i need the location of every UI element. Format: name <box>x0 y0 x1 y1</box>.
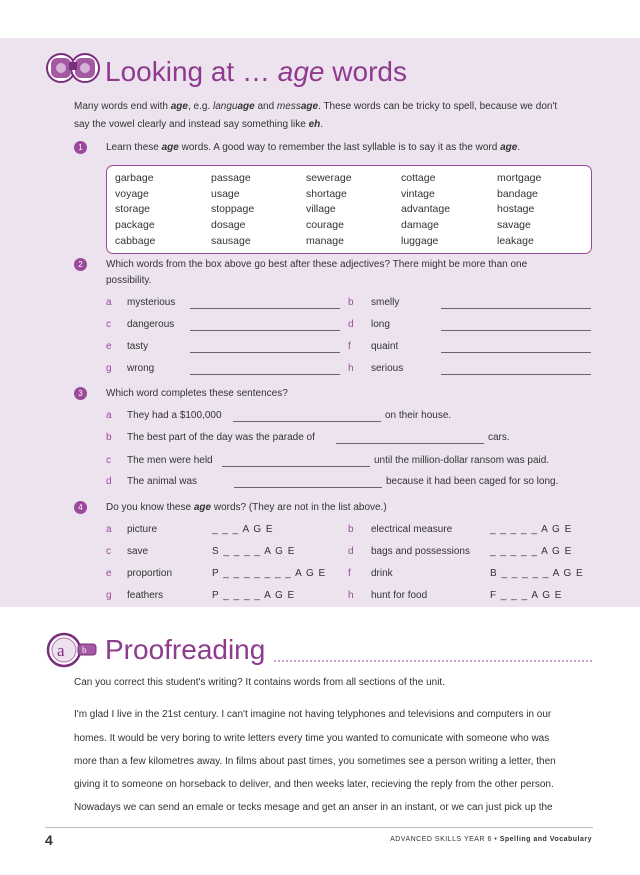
adjective: quaint <box>371 341 399 352</box>
word: vintage <box>401 187 435 200</box>
word: sausage <box>211 234 251 247</box>
item-letter: d <box>348 319 354 330</box>
answer-line[interactable] <box>234 487 382 488</box>
word-column <box>497 171 541 250</box>
passage-line: homes. It would be very boring to write letters every time you wanted to comunicate with someone who was <box>74 733 550 744</box>
word: courage <box>306 219 344 232</box>
item-letter: d <box>106 476 112 487</box>
clue: hunt for food <box>371 590 428 601</box>
word: bandage <box>497 187 538 200</box>
item-letter: e <box>106 341 112 352</box>
clue: electrical measure <box>371 524 453 535</box>
adjective: mysterious <box>127 297 176 308</box>
passage-line: I'm glad I live in the 21st century. I can't imagine not having telyphones and televisions and computers in our <box>74 709 552 720</box>
word-column <box>211 171 254 250</box>
footer-rule <box>45 827 593 828</box>
word: damage <box>401 219 439 232</box>
word: garbage <box>115 172 154 184</box>
sentence-end: because it had been caged for so long. <box>386 476 559 487</box>
answer-line[interactable] <box>222 466 370 467</box>
word-column <box>115 171 155 250</box>
question-number: 4 <box>74 501 87 514</box>
answer-line[interactable] <box>441 374 591 375</box>
word: sewerage <box>306 172 352 184</box>
word: passage <box>211 172 251 184</box>
passage-line: more than a few kilometres away. In films about past times, you sometimes see a person writing a letter, then <box>74 756 556 767</box>
word: savage <box>497 219 531 232</box>
question-2-text: Which words from the box above go best after these adjectives? There might be more than one possibility. <box>106 259 528 286</box>
word-column <box>306 171 352 250</box>
word-pattern[interactable]: P _ _ _ _ A G E <box>212 590 296 601</box>
word: voyage <box>115 187 149 200</box>
item-letter: h <box>348 590 354 601</box>
page-number: 4 <box>45 832 53 848</box>
item-letter: c <box>106 546 111 557</box>
word: luggage <box>401 234 439 247</box>
word: cabbage <box>115 234 156 247</box>
sentence-start: They had a $100,000 <box>127 410 222 421</box>
intro-text: Many words end with age, e.g. language and message. These words can be tricky to spell, because we don't say the vowel clearly and instead say something like eh. <box>74 101 558 130</box>
magnifying-glass-icon <box>42 630 100 670</box>
answer-line[interactable] <box>190 308 340 309</box>
clue: picture <box>127 524 158 535</box>
passage-line: giving it to someone on horseback to deliver, and then weeks later, recieving the reply from the other person. <box>74 779 554 790</box>
question-3-text: Which word completes these sentences? <box>106 388 288 399</box>
sentence-end: until the million-dollar ransom was paid. <box>374 455 550 466</box>
word: village <box>306 203 336 216</box>
word: usage <box>211 187 240 200</box>
word: manage <box>306 234 344 247</box>
word-pattern[interactable]: _ _ _ _ _ A G E <box>490 546 573 557</box>
item-letter: b <box>348 524 354 535</box>
word-box <box>106 165 592 254</box>
item-letter: a <box>106 410 112 421</box>
svg-text:b: b <box>82 645 87 655</box>
question-number: 2 <box>74 258 87 271</box>
word-column <box>401 171 450 250</box>
item-letter: d <box>348 546 354 557</box>
word-pattern[interactable]: S _ _ _ _ A G E <box>212 546 296 557</box>
sentence-start: The animal was <box>127 476 198 487</box>
adjective: smelly <box>371 297 400 308</box>
answer-line[interactable] <box>336 443 484 444</box>
item-letter: h <box>348 363 354 374</box>
passage-line: Nowadays we can send an emale or tecks mesage and get an anser in an instant, or we can just pick up the <box>74 802 553 813</box>
word: advantage <box>401 203 451 216</box>
clue: bags and possessions <box>371 546 470 557</box>
item-letter: e <box>106 568 112 579</box>
question-1-text: Learn these age words. A good way to remember the last syllable is to say it as the word age. <box>106 142 521 153</box>
sentence-end: on their house. <box>385 410 452 421</box>
footer-text: ADVANCED SKILLS YEAR 6 • Spelling and Vocabulary <box>390 836 592 843</box>
answer-line[interactable] <box>441 352 591 353</box>
top-margin <box>0 0 640 38</box>
question-number: 1 <box>74 141 87 154</box>
answer-line[interactable] <box>190 374 340 375</box>
sentence-start: The best part of the day was the parade of <box>127 432 315 443</box>
question-4-text: Do you know these age words? (They are not in the list above.) <box>106 502 387 513</box>
word: dosage <box>211 219 246 232</box>
question-number: 3 <box>74 387 87 400</box>
item-letter: a <box>106 524 112 535</box>
word-pattern[interactable]: _ _ _ _ _ A G E <box>490 524 573 535</box>
item-letter: a <box>106 297 112 308</box>
adjective: tasty <box>127 341 149 352</box>
word-pattern[interactable]: F _ _ _ A G E <box>490 590 563 601</box>
answer-line[interactable] <box>233 421 381 422</box>
word: hostage <box>497 203 535 216</box>
clue: drink <box>371 568 393 579</box>
word: shortage <box>306 187 347 200</box>
item-letter: g <box>106 590 112 601</box>
adjective: long <box>371 319 390 330</box>
proofreading-instructions: Can you correct this student's writing? It contains words from all sections of the unit. <box>74 677 445 688</box>
sentence-start: The men were held <box>127 455 213 466</box>
sentence-end: cars. <box>488 432 510 443</box>
answer-line[interactable] <box>441 330 591 331</box>
word: storage <box>115 203 151 216</box>
adjective: dangerous <box>127 319 175 330</box>
item-letter: b <box>348 297 354 308</box>
clue: save <box>127 546 149 557</box>
svg-text:a: a <box>57 641 65 660</box>
item-letter: f <box>348 341 351 352</box>
item-letter: c <box>106 455 111 466</box>
word: stoppage <box>211 203 255 216</box>
word-pattern[interactable]: P _ _ _ _ _ _ _ A G E <box>212 568 327 579</box>
clue: feathers <box>127 590 164 601</box>
item-letter: b <box>106 432 112 443</box>
answer-line[interactable] <box>190 352 340 353</box>
word: cottage <box>401 172 436 184</box>
item-letter: g <box>106 363 112 374</box>
word-pattern[interactable]: _ _ _ A G E <box>212 524 274 535</box>
word-pattern[interactable]: B _ _ _ _ _ A G E <box>490 568 584 579</box>
page-title: Looking at … age words <box>105 56 407 87</box>
clue: proportion <box>127 568 173 579</box>
adjective: serious <box>371 363 404 374</box>
word: mortgage <box>497 172 542 184</box>
item-letter: f <box>348 568 351 579</box>
title-divider <box>274 660 592 662</box>
section-title: Proofreading <box>105 634 266 665</box>
word: package <box>115 219 155 232</box>
answer-line[interactable] <box>441 308 591 309</box>
word: leakage <box>497 234 534 247</box>
answer-line[interactable] <box>190 330 340 331</box>
item-letter: c <box>106 319 111 330</box>
adjective: wrong <box>127 363 155 374</box>
binoculars-icon <box>45 46 103 88</box>
